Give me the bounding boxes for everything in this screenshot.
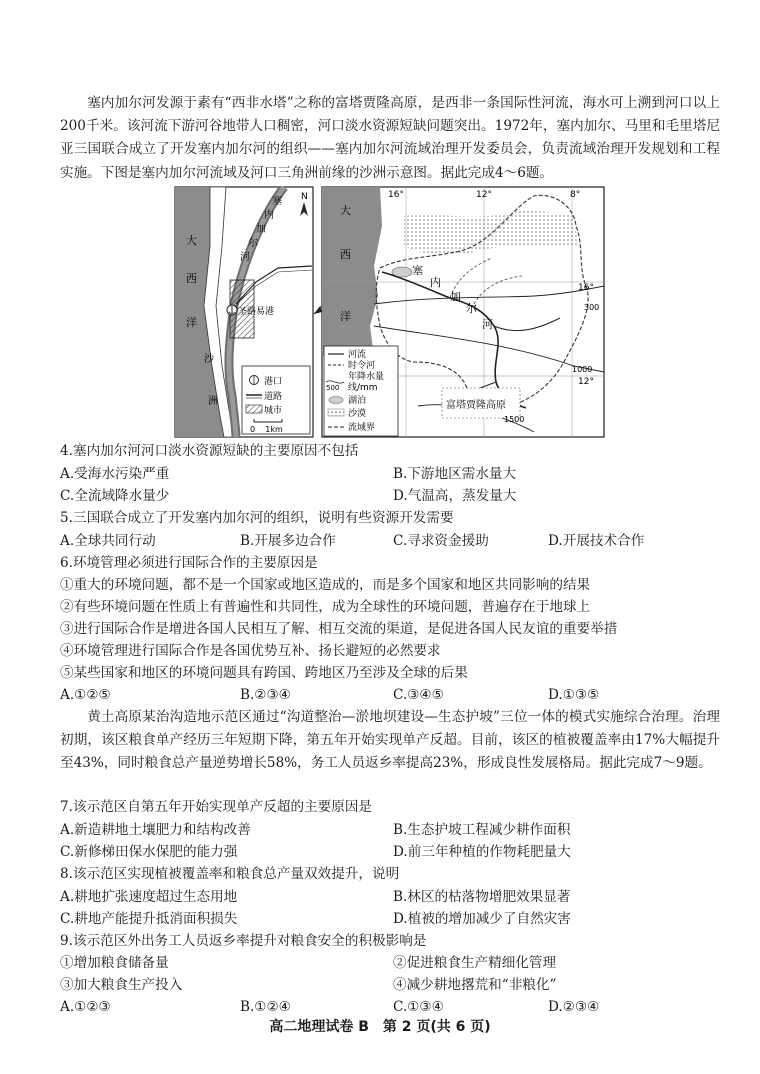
sandbar-label-1: 沙 (204, 354, 214, 365)
q8-option-c: C.耕地产能提升抵消面积损失 (60, 911, 238, 927)
passage-loess-plateau: 黄土高原某治沟造地示范区通过“沟道整治—淤地坝建设—生态护坡”三位一体的模式实施综合治理。治理初期，该区粮食单产经历三年短期下降，第五年开始实现单产反超。目前，该区的植被覆盖率由17%大幅提升至43%，同时粮食总产量逆势增长58%，务工人员返乡率提高23%，形成良性发展格局。据此完成7～9题。 (60, 709, 720, 772)
q5-option-c: C.寻求资金援助 (393, 533, 489, 549)
q9-option-b: B.①②④ (240, 999, 291, 1015)
q5-option-a: A.全球共同行动 (60, 533, 156, 549)
senegal-river-map-figure (174, 186, 606, 438)
sandbar-label-2: 洲 (208, 396, 218, 407)
lon-label-8: 8° (570, 190, 581, 200)
right-ocean-label-3: 洋 (340, 310, 351, 323)
right-river-label-4: 尔 (466, 302, 477, 315)
left-ocean-label-3: 洋 (186, 316, 197, 329)
q9-statement-1: ①增加粮食储备量 (60, 955, 169, 971)
q7-option-c: C.新修梯田保水保肥的能力强 (60, 844, 238, 860)
legend-city-label: 城市 (264, 406, 283, 416)
q6-statement-4: ④环境管理进行国际合作是各国优势互补、扬长避短的必然要求 (60, 643, 441, 659)
scale-label: 0 1km (250, 425, 283, 434)
q9-statement-3: ③加大粮食生产投入 (60, 977, 183, 993)
legend-boundary-label: 流域界 (348, 423, 376, 433)
q6-statement-2: ②有些环境问题在性质上有普遍性和共同性，成为全球性的环境问题，普遍存在于地球上 (60, 599, 591, 615)
right-river-label-5: 河 (482, 318, 493, 331)
q4-option-d: D.气温高，蒸发量大 (393, 488, 517, 504)
legend-desert-icon (328, 409, 344, 416)
port-label: 圣路易港 (238, 307, 275, 317)
left-panel-inset-map (175, 187, 313, 437)
q5-option-b: B.开展多边合作 (240, 533, 336, 549)
question-8-stem: 8.该示范区实现植被覆盖率和粮食总产量双效提升，说明 (60, 866, 400, 882)
legend-isohyet-label-2: 线/mm (348, 383, 378, 393)
lon-label-16: 16° (388, 190, 404, 200)
right-river-label-1: 塞 (412, 264, 423, 277)
left-river-label-5: 河 (240, 252, 250, 263)
question-9-stem: 9.该示范区外出务工人员返乡率提升对粮食安全的积极影响是 (60, 933, 427, 949)
q9-option-c: C.①③④ (393, 999, 444, 1015)
q6-statement-1: ①重大的环境问题，都不是一个国家或地区造成的，而是多个国家和地区共同影响的结果 (60, 577, 591, 593)
q4-option-c: C.全流域降水量少 (60, 488, 170, 504)
q8-option-b: B.林区的枯落物增肥效果显著 (393, 889, 571, 905)
right-ocean-label-1: 大 (340, 204, 351, 217)
legend-river-label: 河流 (348, 350, 367, 360)
legend-lake-icon (329, 397, 343, 404)
left-ocean-label-2: 西 (186, 272, 197, 285)
left-river-label-3: 加 (256, 224, 266, 235)
q9-option-a: A.①②③ (60, 999, 111, 1015)
q9-statement-2: ②促进粮食生产精细化管理 (393, 955, 557, 971)
question-4-stem: 4.塞内加尔河河口淡水资源短缺的主要原因不包括 (60, 443, 359, 459)
question-7-stem: 7.该示范区自第五年开始实现单产反超的主要原因是 (60, 799, 373, 815)
q4-option-a: A.受海水污染严重 (60, 466, 170, 482)
question-6-stem: 6.环境管理必须进行国际合作的主要原因是 (60, 555, 318, 571)
legend-desert-label: 沙漠 (348, 409, 367, 419)
legend-lake-label: 湖泊 (348, 396, 367, 406)
port-icon (227, 305, 237, 315)
q8-option-d: D.植被的增加减少了自然灾害 (393, 911, 571, 927)
q7-option-b: B.生态护坡工程减少耕作面积 (393, 822, 571, 838)
left-river-label-4: 尔 (248, 238, 258, 249)
isohyet-label-1000: 1000 (572, 365, 593, 374)
lat-label-16: 16° (578, 283, 594, 293)
lon-label-12: 12° (476, 190, 492, 200)
left-ocean-label-1: 大 (186, 234, 197, 247)
north-label: N (301, 192, 308, 202)
q6-option-d: D.①③⑤ (548, 687, 600, 703)
q7-option-a: A.新造耕地土壤肥力和结构改善 (60, 822, 251, 838)
question-5-stem: 5.三国联合成立了开发塞内加尔河的组织，说明有些资源开发需要 (60, 510, 454, 526)
right-ocean-label-2: 西 (340, 248, 351, 261)
legend-port-label: 港口 (264, 377, 283, 387)
q6-option-a: A.①②⑤ (60, 687, 111, 703)
page-footer: 高二地理试卷 B 第 2 页(共 6 页) (269, 1019, 491, 1035)
right-panel-basin-map (322, 187, 604, 437)
plateau-label: 富塔贾隆高原 (446, 400, 506, 411)
isohyet-label-1500: 1500 (504, 415, 525, 424)
left-river-label-1: 塞 (272, 196, 282, 207)
legend-city-icon (246, 405, 262, 413)
q5-option-d: D.开展技术合作 (548, 533, 645, 549)
q9-statement-4: ④减少耕地撂荒和“非粮化” (393, 977, 557, 993)
right-river-label-3: 加 (450, 290, 461, 303)
q8-option-a: A.耕地扩张速度超过生态用地 (60, 889, 238, 905)
q4-option-b: B.下游地区需水量大 (393, 466, 517, 482)
left-river-label-2: 内 (264, 210, 274, 221)
legend-isohyet-value: 500 (326, 384, 340, 392)
right-legend (324, 346, 398, 436)
lat-label-12: 12° (578, 377, 594, 387)
q7-option-d: D.前三年种植的作物耗肥量大 (393, 844, 571, 860)
passage-senegal-river: 塞内加尔河发源于素有“西非水塔”之称的富塔贾隆高原，是西非一条国际性河流，海水可上溯到河口以上200千米。该河流下游河谷地带人口稠密，河口淡水资源短缺问题突出。1972年，塞内加尔、马里和毛里塔尼亚三国联合成立了开发塞内加尔河的组织——塞内加尔河流域治理开发委员会，负责流域治理开发规划和工程实施。下图是塞内加尔河流域及河口三角洲前缘的沙洲示意图。据此完成4～6题。 (60, 95, 720, 181)
right-river-label-2: 内 (430, 276, 441, 289)
q9-option-d: D.②③④ (548, 999, 600, 1015)
q6-statement-5: ⑤某些国家和地区的环境问题具有跨国、跨地区乃至涉及全球的后果 (60, 665, 468, 681)
q6-option-c: C.③④⑤ (393, 687, 444, 703)
left-legend (242, 366, 310, 434)
map-svg (174, 186, 606, 438)
isohyet-label-300: 300 (584, 303, 600, 312)
q6-statement-3: ③进行国际合作是增进各国人民相互了解、相互交流的渠道，是促进各国人民友谊的重要举措 (60, 621, 618, 637)
q6-option-b: B.②③④ (240, 687, 291, 703)
legend-seasonal-label: 时令河 (348, 361, 376, 371)
legend-road-label: 道路 (264, 392, 283, 402)
legend-isohyet-label-1: 年降水量 (348, 372, 385, 382)
